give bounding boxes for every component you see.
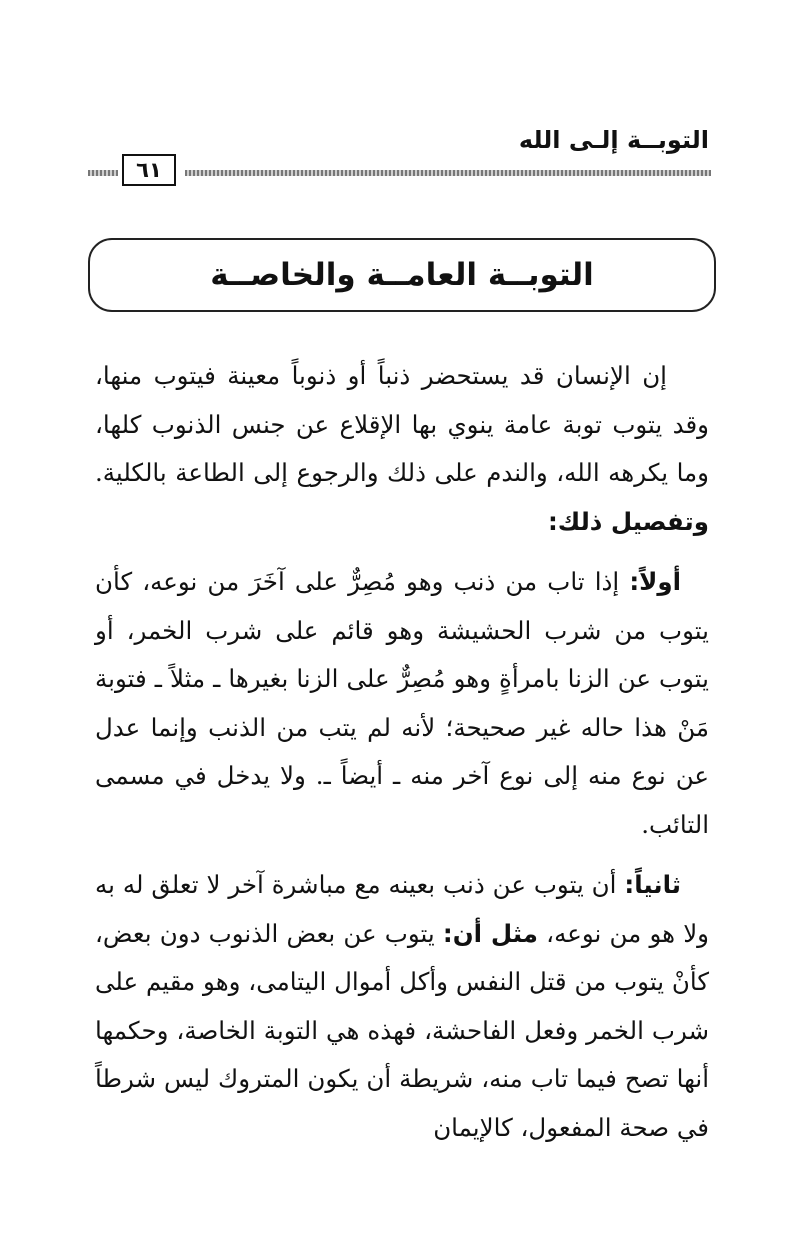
paragraph-second-point <box>95 861 709 1152</box>
paragraph-first-point <box>95 558 709 849</box>
paragraph-tail-bold: وتفصيل ذلك: <box>548 506 709 536</box>
header-rule-right <box>185 170 711 176</box>
section-title: التوبــة العامــة والخاصــة <box>210 257 594 293</box>
paragraph-text: إن الإنسان قد يستحضر ذنباً أو ذنوباً معينة فيتوب منها، وقد يتوب توبة عامة ينوي بها الإقلاع عن جنس الذنوب كلها، وما يكرهه الله، والندم على ذلك والرجوع إلى الطاعة بالكلية. <box>95 361 709 487</box>
paragraph-intro <box>95 352 709 546</box>
paragraph-text: يتوب عن بعض الذنوب دون بعض، كأنْ يتوب من قتل النفس وأكل أموال اليتامى، وهو مقيم على شرب الخمر وفعل الفاحشة، فهذه هي التوبة الخاصة، وحكمها أنها تصح فيما تاب منه، شريطة أن يكون المتروك ليس شرطاً في صحة المفعول، كالإيمان <box>95 918 709 1142</box>
header-rule-left <box>88 170 118 176</box>
body-text <box>95 352 709 1164</box>
paragraph-mid-bold: مثل أن: <box>442 918 538 948</box>
running-head: التوبــة إلـى الله <box>518 126 709 154</box>
paragraph-lead: ثانياً: <box>624 870 681 899</box>
paragraph-text: إذا تاب من ذنب وهو مُصِرٌّ على آخَرَ من نوعه، كأن يتوب من شرب الحشيشة وهو قائم على شرب الخمر، أو يتوب عن الزنا بامرأةٍ وهو مُصِرٌّ على الزنا بغيرها ـ مثلاً ـ فتوبة مَنْ هذا حاله غير صحيحة؛ لأنه لم يتب من الذنب وإنما عدل عن نوع منه إلى نوع آخر منه ـ أيضاً ـ. ولا يدخل في مسمى التائب. <box>95 567 709 839</box>
paragraph-lead: أولاً: <box>629 567 681 596</box>
paragraph-text: أن يتوب عن ذنب بعينه مع مباشرة آخر لا تعلق له به ولا هو من نوعه، <box>95 870 709 948</box>
section-title-box <box>88 238 716 312</box>
page-number: ٦١ <box>122 154 176 186</box>
